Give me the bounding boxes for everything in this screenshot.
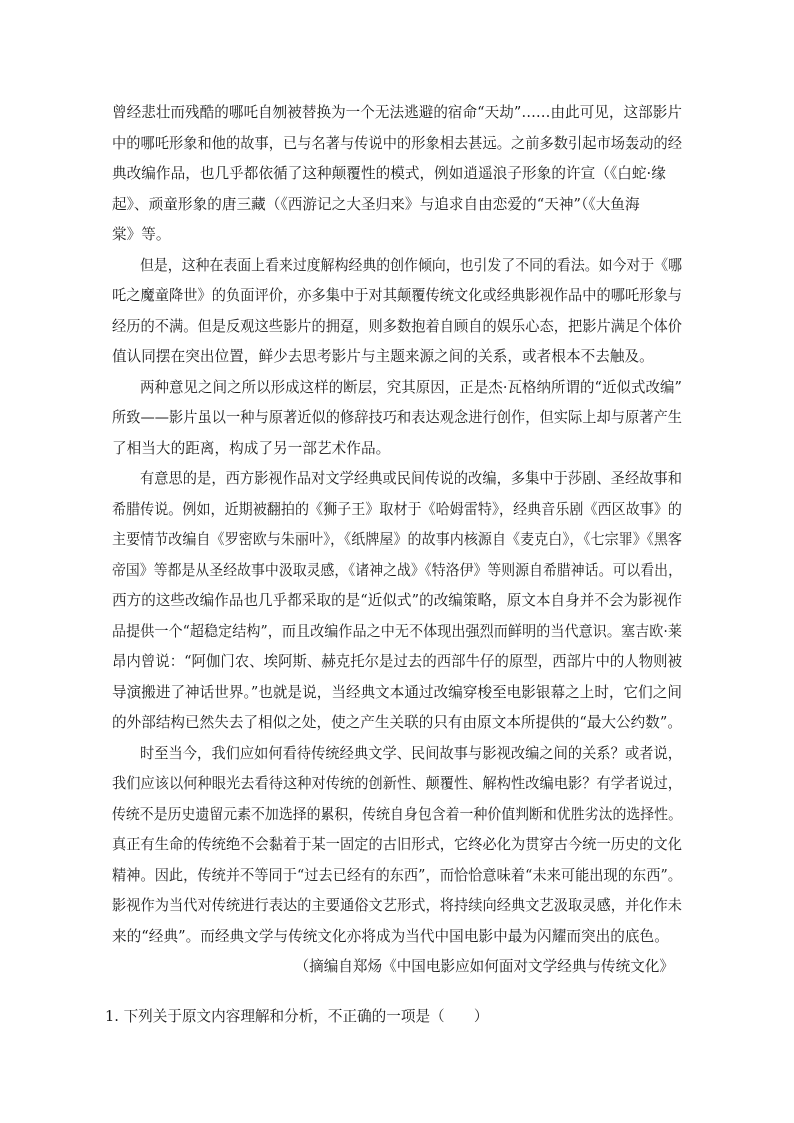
text-line: 来的“经典”。而经典文学与传统文化亦将成为当代中国电影中最为闪耀而突出的底色。: [112, 927, 669, 945]
text-line: 所致——影片虽以一种与原著近似的修辞技巧和表达观念进行创作，但实际上却与原著产生: [112, 409, 682, 426]
text-line: 值认同摆在突出位置，鲜少去思考影片与主题来源之间的关系，或者根本不去触及。: [112, 348, 654, 365]
text-line: 棠》等。: [112, 226, 171, 243]
text-line: 影视作为当代对传统进行表达的主要通俗文艺形式，将持续向经典文艺汲取灵感，并化作未: [112, 897, 682, 914]
question-1: 1. 下列关于原文内容理解和分析，不正确的一项是（ ）: [105, 1008, 489, 1025]
source-citation: （摘编自郑炀《中国电影应如何面对文学经典与传统文化》: [294, 958, 674, 975]
text-line: 时至当今，我们应如何看待传统经典文学、民间故事与影视改编之间的关系？或者说，: [140, 744, 682, 762]
text-line: 有意思的是，西方影视作品对文学经典或民间传说的改编，多集中于莎剧、圣经故事和: [140, 470, 682, 487]
text-line: 西方的这些改编作品也几乎都采取的是“近似式”的改编策略，原文本自身并不会为影视作: [112, 592, 682, 609]
text-line: 典改编作品，也几乎都依循了这种颠覆性的模式，例如逍遥浪子形象的许宣（《白蛇·缘: [112, 165, 666, 182]
text-line: 真正有生命的传统绝不会黏着于某一固定的古旧形式，它终必化为贯穿古今统一历史的文化: [112, 836, 682, 853]
text-line: 曾经悲壮而残酷的哪吒自刎被替换为一个无法逃避的宿命“天劫”……由此可见，这部影片: [112, 104, 682, 121]
paragraph-1: [112, 98, 682, 251]
text-line: 吒之魔童降世》的负面评价，亦多集中于对其颠覆传统文化或经典影视作品中的哪吒形象与: [112, 287, 682, 304]
text-line: 昂内曾说：“阿伽门农、埃阿斯、赫克托尔是过去的西部牛仔的原型，西部片中的人物则被: [112, 653, 682, 670]
text-line: 主要情节改编自《罗密欧与朱丽叶》，《纸牌屋》的故事内核源自《麦克白》，《七宗罪》《黑客: [112, 531, 682, 548]
paragraph-2: [112, 251, 682, 373]
text-line: 但是，这种在表面上看来过度解构经典的创作倾向，也引发了不同的看法。如今对于《哪: [140, 256, 682, 274]
text-line: 我们应该以何种眼光去看待这种对传统的创新性、颠覆性、解构性改编电影？有学者说过，: [112, 775, 682, 792]
text-line: 起》、顽童形象的唐三藏（《西游记之大圣归来》与追求自由恋爱的“天神”（《大鱼海: [112, 195, 640, 213]
text-line: 品提供一个“超稳定结构”，而且改编作品之中无不体现出强烈而鲜明的当代意识。塞吉欧·莱: [112, 622, 682, 640]
text-line: 帝国》等都是从圣经故事中汲取灵感，《诸神之战》《特洛伊》等则源自希腊神话。可以看出，: [112, 561, 682, 579]
text-line: 两种意见之间之所以形成这样的断层，究其原因，正是杰·瓦格纳所谓的“近似式改编”: [140, 378, 682, 396]
text-line: 了相当大的距离，构成了另一部艺术作品。: [112, 439, 391, 457]
paragraph-4: [112, 464, 682, 739]
article-body: [112, 98, 682, 983]
text-line: 导演搬进了神话世界。”也就是说，当经典文本通过改编穿梭至电影银幕之上时，它们之间: [112, 683, 682, 701]
paragraph-5: [112, 739, 682, 953]
text-line: 希腊传说。例如，近期被翻拍的《狮子王》取材于《哈姆雷特》，经典音乐剧《西区故事》的: [112, 500, 682, 518]
paragraph-3: [112, 373, 682, 465]
text-line: 经历的不满。但是反观这些影片的拥趸，则多数抱着自顾自的娱乐心态，把影片满足个体价: [112, 317, 682, 335]
text-line: 精神。因此，传统并不等同于“过去已经有的东西”，而恰恰意味着“未来可能出现的东西”。: [112, 866, 682, 884]
text-line: 传统不是历史遗留元素不加选择的累积，传统自身包含着一种价值判断和优胜劣汰的选择性。: [112, 805, 682, 823]
text-line: 中的哪吒形象和他的故事，已与名著与传说中的形象相去甚远。之前多数引起市场轰动的经: [112, 134, 682, 152]
text-line: 的外部结构已然失去了相似之处，使之产生关联的只有由原文本所提供的“最大公约数”。: [112, 714, 682, 731]
